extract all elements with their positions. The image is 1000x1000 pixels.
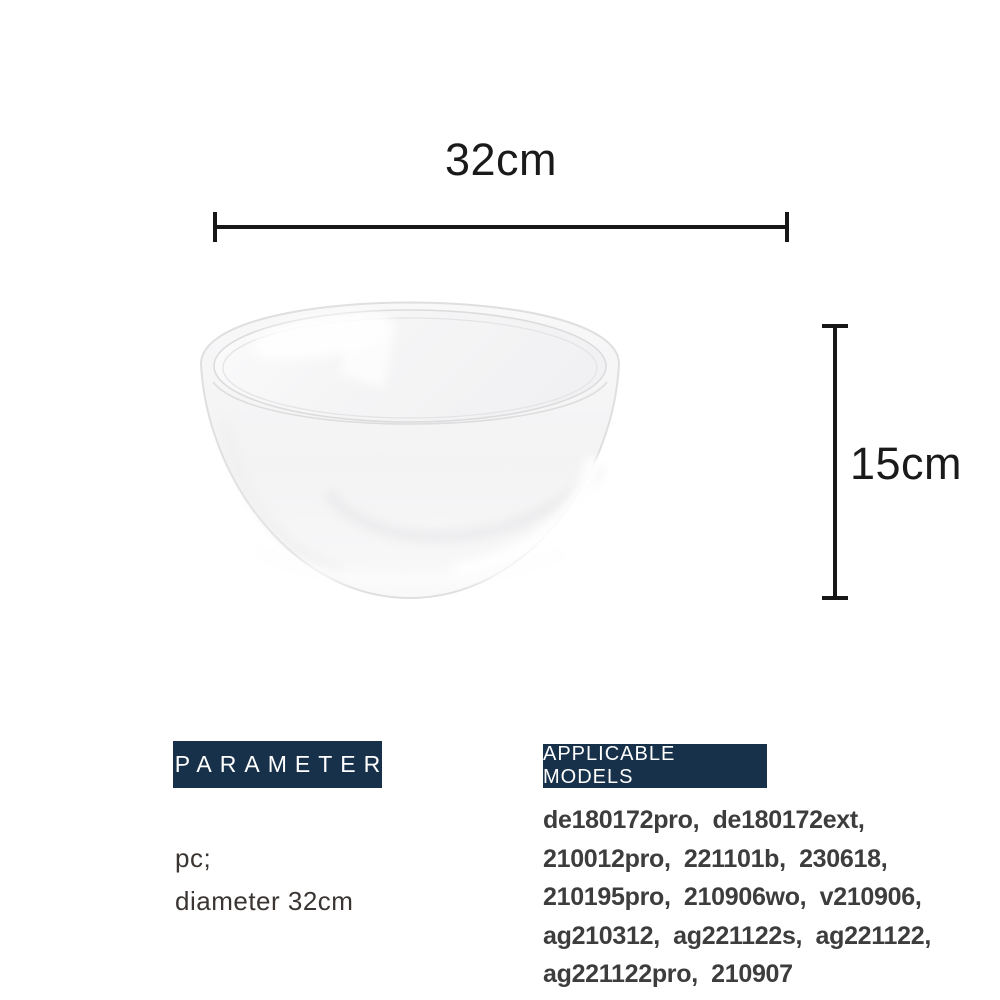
bowl-illustration: [195, 300, 625, 602]
applicable-models-header: APPLICABLE MODELS: [543, 744, 767, 788]
parameter-line-diameter: diameter 32cm: [175, 886, 354, 916]
height-dimension-cap-bottom: [822, 596, 848, 600]
model-line: ag210312, ag221122s, ag221122,: [543, 921, 931, 950]
model-line: 210012pro, 221101b, 230618,: [543, 844, 888, 873]
parameter-line-material: pc;: [175, 843, 212, 873]
product-bowl-image: [195, 300, 625, 602]
width-dimension-label: 32cm: [444, 134, 558, 185]
width-dimension-cap-right: [785, 212, 789, 242]
parameter-header: PARAMETER: [173, 741, 382, 788]
width-dimension-line: [215, 225, 787, 229]
applicable-models-list: [543, 801, 993, 994]
model-line: ag221122pro, 210907: [543, 960, 793, 988]
model-line: 210195pro, 210906wo, v210906,: [543, 883, 922, 911]
height-dimension-line: [833, 326, 837, 600]
model-line: de180172pro, de180172ext,: [543, 806, 865, 834]
height-dimension-label: 15cm: [850, 438, 963, 489]
